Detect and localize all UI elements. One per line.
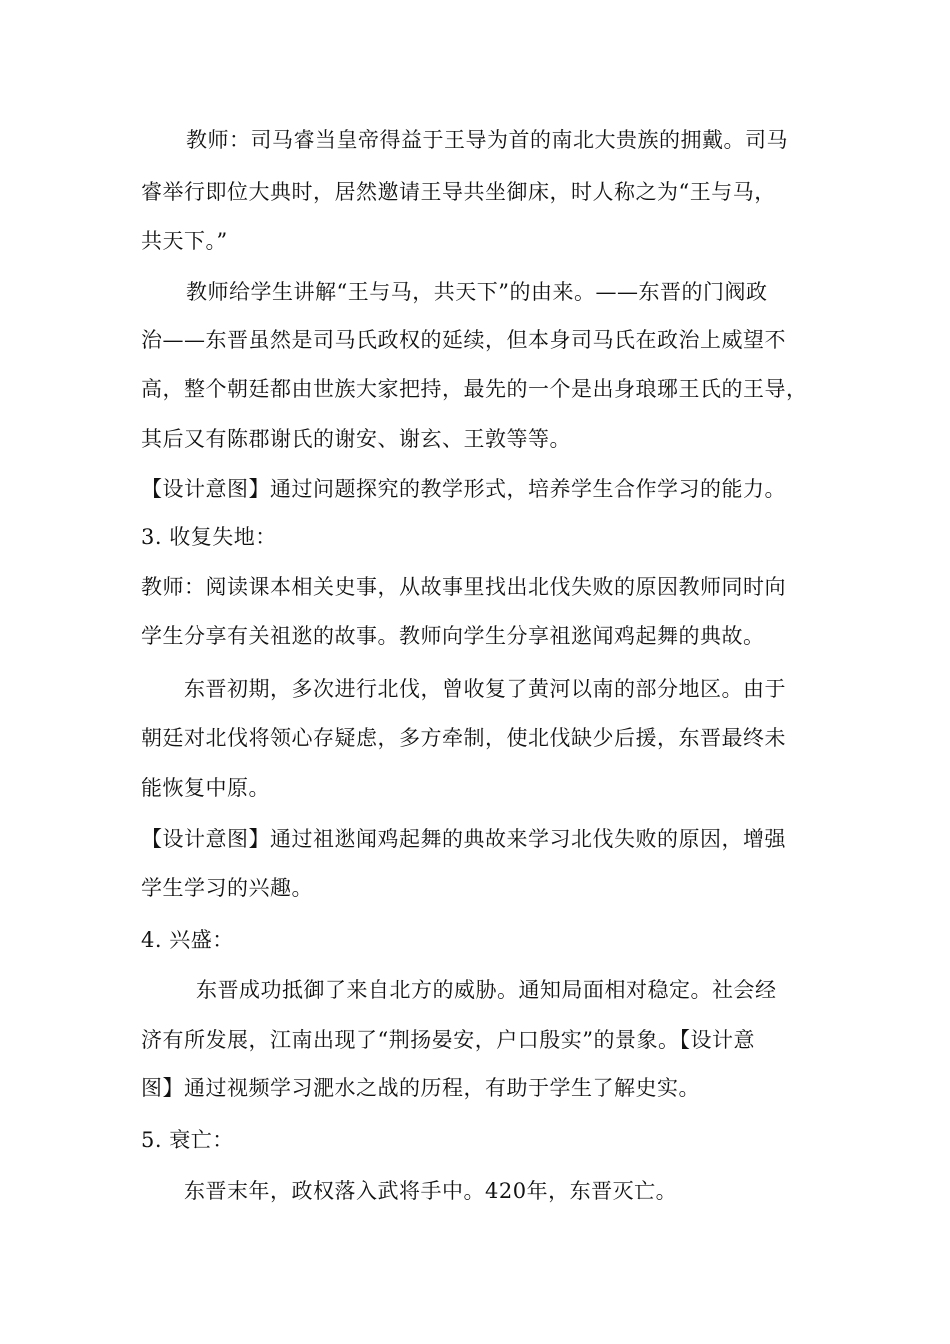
paragraph-line: 东晋成功抵御了来自北方的威胁。通知局面相对稳定。社会经 (196, 978, 777, 1002)
paragraph-line: 教师：司马睿当皇帝得益于王导为首的南北大贵族的拥戴。司马 (186, 128, 788, 152)
section-heading: 4. 兴盛： (141, 928, 234, 952)
paragraph-line: 学生分享有关祖逖的故事。教师向学生分享祖逖闻鸡起舞的典故。 (141, 624, 765, 648)
design-intent-line: 【设计意图】通过问题探究的教学形式，培养学生合作学习的能力。 (141, 477, 786, 501)
paragraph-line: 朝廷对北伐将领心存疑虑，多方牵制，使北伐缺少后援，东晋最终未 (141, 726, 786, 750)
paragraph-line: 教师给学生讲解“王与马，共天下”的由来。——东晋的门阀政 (186, 280, 768, 304)
design-intent-line: 【设计意图】通过祖逖闻鸡起舞的典故来学习北伐失败的原因，增强 (141, 827, 786, 851)
paragraph-line: 能恢复中原。 (141, 776, 270, 800)
paragraph-line: 高，整个朝廷都由世族大家把持，最先的一个是出身琅琊王氏的王导， (141, 377, 808, 401)
section-heading: 3. 收复失地： (141, 525, 277, 549)
paragraph-line: 济有所发展，江南出现了“荆扬晏安，户口殷实”的景象。【设计意 (141, 1028, 755, 1052)
paragraph-line: 东晋末年，政权落入武将手中。420年，东晋灭亡。 (184, 1179, 678, 1203)
paragraph-line: 东晋初期，多次进行北伐，曾收复了黄河以南的部分地区。由于 (184, 677, 786, 701)
paragraph-line: 学生学习的兴趣。 (141, 876, 313, 900)
paragraph-line: 睿举行即位大典时，居然邀请王导共坐御床，时人称之为“王与马， (141, 180, 776, 204)
paragraph-line: 教师：阅读课本相关史事，从故事里找出北伐失败的原因教师同时向 (141, 575, 786, 599)
section-heading: 5. 衰亡： (141, 1128, 234, 1152)
paragraph-line: 图】通过视频学习淝水之战的历程，有助于学生了解史实。 (141, 1076, 700, 1100)
paragraph-line: 共天下。” (141, 229, 228, 253)
paragraph-line: 其后又有陈郡谢氏的谢安、谢玄、王敦等等。 (141, 427, 571, 451)
paragraph-line: 治——东晋虽然是司马氏政权的延续，但本身司马氏在政治上威望不 (141, 328, 786, 352)
